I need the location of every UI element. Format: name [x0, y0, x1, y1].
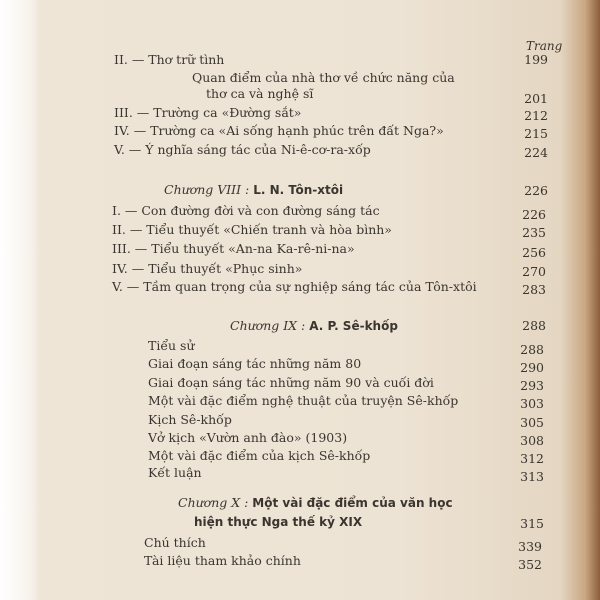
toc-entry: thơ ca và nghệ sĩ: [206, 86, 314, 101]
toc-entry: Kịch Sê-khốp: [148, 412, 232, 427]
toc-entry: Tài liệu tham khảo chính: [144, 553, 301, 568]
toc-page-number: 199: [524, 52, 548, 67]
toc-page-number: 315: [520, 516, 544, 531]
toc-entry: Chú thích: [144, 535, 206, 550]
chapter-heading: [230, 318, 398, 334]
toc-page-number: 308: [520, 433, 544, 448]
toc-entry: Một vài đặc điểm nghệ thuật của truyện Sê-khốp: [148, 393, 459, 408]
toc-page-number: 215: [524, 126, 548, 141]
toc-page-number: 303: [520, 396, 544, 411]
toc-entry: Vở kịch «Vườn anh đào» (1903): [148, 430, 348, 445]
toc-page-number: 290: [520, 360, 544, 375]
toc-page-number: 288: [522, 318, 546, 333]
toc-entry: Một vài đặc điểm của kịch Sê-khốp: [148, 448, 371, 463]
toc-page-number: 312: [520, 451, 544, 466]
toc-entry: II. — Tiểu thuyết «Chiến tranh và hòa bình»: [112, 222, 392, 237]
toc-page-number: 352: [518, 557, 542, 572]
toc-page-number: 288: [520, 342, 544, 357]
toc-page-number: 212: [524, 108, 548, 123]
chapter-title: A. P. Sê-khốp: [309, 319, 398, 333]
chapter-label: Chương IX :: [230, 318, 306, 333]
toc-page-number: 224: [524, 145, 548, 160]
toc-entry: III. — Trường ca «Đường sắt»: [114, 105, 302, 120]
toc-page-number: 226: [522, 207, 546, 222]
toc-entry: Tiểu sử: [148, 338, 195, 353]
toc-entry: Quan điểm của nhà thơ về chức năng của: [192, 70, 455, 85]
chapter-title-continued: hiện thực Nga thế kỷ XIX: [194, 515, 363, 529]
toc-page-number: 235: [522, 225, 546, 240]
toc-page-number: 201: [524, 91, 548, 106]
toc-entry: Kết luận: [148, 465, 202, 480]
toc-entry: V. — Tầm quan trọng của sự nghiệp sáng tác của Tôn-xtôi: [112, 279, 477, 294]
toc-entry: IV. — Trường ca «Ai sống hạnh phúc trên đất Nga?»: [114, 123, 444, 138]
toc-entry: Giai đoạn sáng tác những năm 80: [148, 356, 362, 371]
toc-page-number: 283: [522, 282, 546, 297]
chapter-label: Chương X :: [178, 495, 249, 510]
toc-entry: IV. — Tiểu thuyết «Phục sinh»: [112, 261, 303, 276]
toc-page-number: 270: [522, 264, 546, 279]
toc-entry: V. — Ý nghĩa sáng tác của Ni-ê-cơ-ra-xốp: [114, 142, 371, 157]
toc-page-number: 339: [518, 539, 542, 554]
chapter-title: L. N. Tôn-xtôi: [253, 183, 344, 197]
chapter-heading: [164, 182, 343, 198]
chapter-heading: [178, 495, 453, 511]
toc-entry: Giai đoạn sáng tác những năm 90 và cuối đời: [148, 375, 434, 390]
toc-entry: I. — Con đường đời và con đường sáng tác: [112, 203, 380, 218]
toc-page-number: 293: [520, 378, 544, 393]
page-column-header: Trang: [526, 39, 563, 53]
toc-page-number: 226: [524, 183, 548, 198]
toc-page-number: 313: [520, 469, 544, 484]
toc-entry: II. — Thơ trữ tình: [114, 52, 225, 67]
chapter-title: Một vài đặc điểm của văn học: [252, 496, 453, 510]
toc-page-number: 305: [520, 415, 544, 430]
toc-entry: III. — Tiểu thuyết «An-na Ka-rê-ni-na»: [112, 241, 355, 256]
toc-page-number: 256: [522, 245, 546, 260]
chapter-label: Chương VIII :: [164, 182, 250, 197]
